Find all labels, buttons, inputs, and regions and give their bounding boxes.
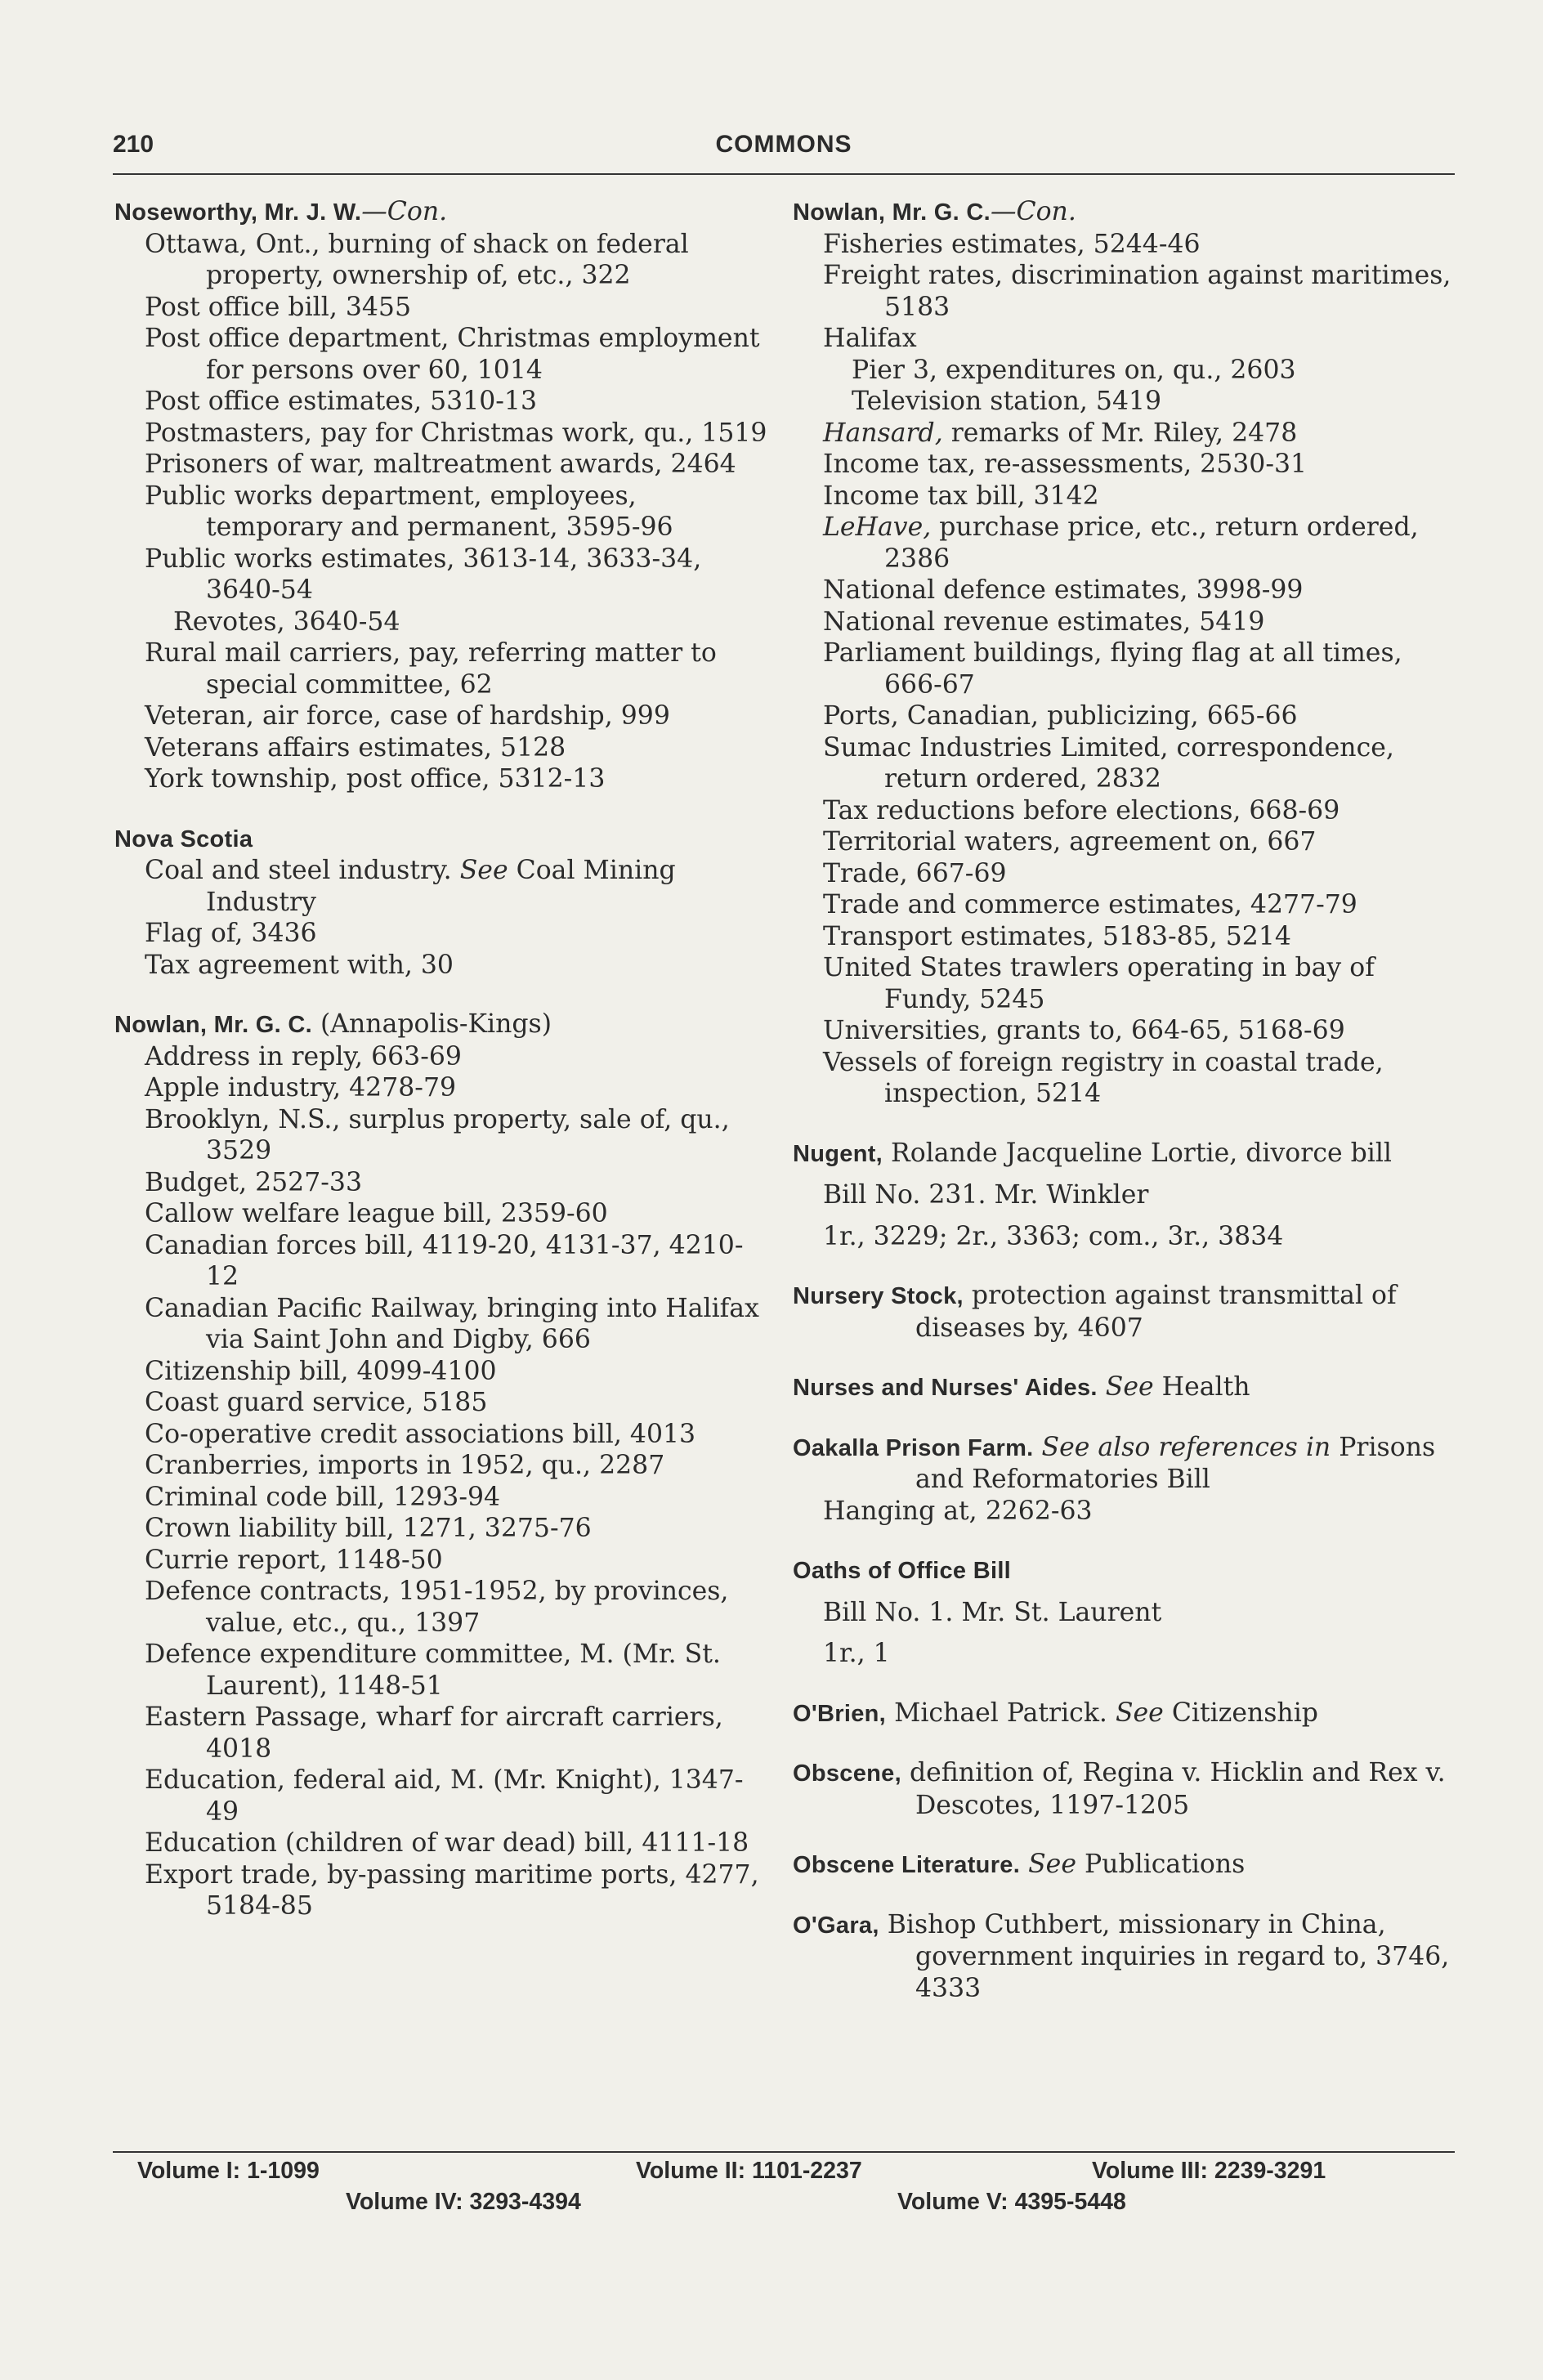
index-subentry: Budget, 2527-33: [145, 1167, 362, 1197]
index-subentry: Rural mail carriers, pay, referring matter to special committee, 62: [145, 638, 717, 700]
page-header: [113, 131, 1455, 163]
bill-readings: 1r., 3229; 2r., 3363; com., 3r., 3834: [823, 1221, 1284, 1251]
footer-rule: [113, 2151, 1455, 2153]
index-subentry: Eastern Passage, wharf for aircraft carriers, 4018: [145, 1702, 723, 1764]
index-heading-nugent: Nugent, Rolande Jacqueline Lortie, divorce bill: [793, 1138, 1393, 1168]
index-subentry: Sumac Industries Limited, correspondence, return ordered, 2832: [823, 732, 1394, 794]
volume-5-range: Volume V: 4395-5448: [897, 2189, 1126, 2215]
index-subentry: Citizenship bill, 4099-4100: [145, 1356, 497, 1386]
index-subentry: Territorial waters, agreement on, 667: [823, 827, 1317, 857]
index-subentry: Canadian Pacific Railway, bringing into Halifax via Saint John and Digby, 666: [145, 1293, 759, 1354]
index-subentry: Parliament buildings, flying flag at all times, 666-67: [823, 638, 1402, 700]
index-subentry: Halifax: [823, 324, 917, 353]
index-heading-obscene-literature: Obscene Literature. See Publications: [793, 1850, 1246, 1879]
volume-3-range: Volume III: 2239-3291: [1092, 2158, 1326, 2184]
index-subentry: Coast guard service, 5185: [145, 1388, 488, 1417]
index-subentry: Veteran, air force, case of hardship, 999: [145, 701, 670, 731]
volume-footer: [113, 2158, 1455, 2220]
index-subentry: Tax reductions before elections, 668-69: [823, 795, 1340, 825]
index-subentry: Apple industry, 4278-79: [145, 1073, 457, 1103]
bill-number: Bill No. 1. Mr. St. Laurent: [823, 1597, 1162, 1627]
index-subentry: Defence contracts, 1951-1952, by provinces, value, etc., qu., 1397: [145, 1577, 729, 1638]
index-heading-nowlan: Nowlan, Mr. G. C. (Annapolis-Kings): [114, 1009, 552, 1039]
index-subentry: Canadian forces bill, 4119-20, 4131-37, 4210-12: [145, 1230, 744, 1291]
index-subentry: National defence estimates, 3998-99: [823, 575, 1304, 605]
index-heading-nursery-stock: Nursery Stock, protection against transmittal of diseases by, 4607: [793, 1281, 1397, 1343]
index-subentry: Education, federal aid, M. (Mr. Knight), 1347-49: [145, 1765, 744, 1827]
index-heading-nova-scotia: Nova Scotia: [114, 825, 253, 852]
index-heading-oakalla: Oakalla Prison Farm. See also references in Prisons and Reformatories Bill: [793, 1432, 1436, 1494]
index-subentry: Hanging at, 2262-63: [823, 1496, 1093, 1526]
index-subentry: Income tax bill, 3142: [823, 481, 1099, 511]
index-heading-oaths: Oaths of Office Bill: [793, 1558, 1012, 1584]
index-heading-obscene: Obscene, definition of, Regina v. Hicklin and Rex v. Descotes, 1197-1205: [793, 1758, 1446, 1820]
index-subentry: Public works estimates, 3613-14, 3633-34, 3640-54: [145, 544, 702, 605]
index-subentry: Trade, 667-69: [823, 858, 1007, 888]
index-subentry: Education (children of war dead) bill, 4111-18: [145, 1828, 749, 1858]
index-heading-ogara: O'Gara, Bishop Cuthbert, missionary in China, government inquiries in regard to, 3746, 4333: [793, 1909, 1450, 2003]
index-subentry: York township, post office, 5312-13: [145, 764, 606, 794]
index-subentry: Callow welfare league bill, 2359-60: [145, 1199, 608, 1228]
right-column: [793, 196, 1455, 2004]
index-heading-nowlan-cont: Nowlan, Mr. G. C.—Con.: [793, 197, 1076, 226]
index-subentry: Postmasters, pay for Christmas work, qu., 1519: [145, 418, 767, 448]
bill-readings: 1r., 1: [823, 1639, 890, 1668]
index-subentry: Cranberries, imports in 1952, qu., 2287: [145, 1451, 665, 1480]
index-subentry: Freight rates, discrimination against maritimes, 5183: [823, 261, 1451, 322]
index-heading-obrien: O'Brien, Michael Patrick. See Citizenship: [793, 1698, 1318, 1728]
index-subentry: Defence expenditure committee, M. (Mr. St. Laurent), 1148-51: [145, 1640, 721, 1701]
index-subentry: Flag of, 3436: [145, 919, 317, 948]
index-subentry: Post office estimates, 5310-13: [145, 387, 538, 416]
index-subentry: Ports, Canadian, publicizing, 665-66: [823, 701, 1298, 731]
left-column: [114, 196, 768, 1922]
page-number: 210: [113, 131, 154, 158]
volume-1-range: Volume I: 1-1099: [137, 2158, 320, 2184]
index-subentry: Trade and commerce estimates, 4277-79: [823, 890, 1357, 919]
index-subentry: Vessels of foreign registry in coastal trade, inspection, 5214: [823, 1047, 1384, 1108]
index-subentry: Export trade, by-passing maritime ports, 4277, 5184-85: [145, 1859, 759, 1921]
index-subentry: Criminal code bill, 1293-94: [145, 1482, 501, 1512]
index-subentry: National revenue estimates, 5419: [823, 606, 1265, 637]
index-subentry: Address in reply, 663-69: [145, 1041, 462, 1071]
index-subentry: Post office department, Christmas employment for persons over 60, 1014: [145, 324, 760, 385]
header-rule: [113, 173, 1455, 175]
index-subentry: Veterans affairs estimates, 5128: [145, 732, 566, 763]
index-heading-noseworthy: Noseworthy, Mr. J. W.—Con.: [114, 197, 448, 226]
index-subentry: Currie report, 1148-50: [145, 1545, 443, 1575]
index-subentry: Tax agreement with, 30: [145, 950, 454, 980]
index-subentry: Hansard, remarks of Mr. Riley, 2478: [823, 418, 1298, 448]
index-subentry: Crown liability bill, 1271, 3275-76: [145, 1514, 592, 1543]
index-subsubentry: Pier 3, expenditures on, qu., 2603: [852, 355, 1296, 385]
index-subentry: Fisheries estimates, 5244-46: [823, 229, 1201, 259]
index-subentry: Public works department, employees, temporary and permanent, 3595-96: [145, 481, 673, 542]
index-subentry: United States trawlers operating in bay of Fundy, 5245: [823, 953, 1375, 1014]
volume-2-range: Volume II: 1101-2237: [636, 2158, 862, 2184]
index-subsubentry: Television station, 5419: [852, 387, 1162, 416]
index-subentry: Co-operative credit associations bill, 4013: [145, 1419, 696, 1449]
page-title: COMMONS: [715, 131, 852, 158]
index-subentry: Coal and steel industry. See Coal Mining Industry: [145, 856, 676, 917]
index-heading-nurses: Nurses and Nurses' Aides. See Health: [793, 1372, 1250, 1402]
index-subentry: Post office bill, 3455: [145, 292, 412, 322]
index-subentry: Universities, grants to, 664-65, 5168-69: [823, 1016, 1345, 1045]
index-subentry: Income tax, re-assessments, 2530-31: [823, 450, 1308, 479]
index-subentry: Prisoners of war, maltreatment awards, 2464: [145, 450, 736, 479]
index-subentry: Brooklyn, N.S., surplus property, sale of, qu., 3529: [145, 1104, 730, 1165]
index-subsubentry: Revotes, 3640-54: [173, 606, 400, 637]
bill-number: Bill No. 231. Mr. Winkler: [823, 1180, 1149, 1210]
index-subentry: Transport estimates, 5183-85, 5214: [823, 921, 1291, 951]
volume-4-range: Volume IV: 3293-4394: [346, 2189, 581, 2215]
index-subentry: LeHave, purchase price, etc., return ordered, 2386: [823, 512, 1419, 574]
index-subentry: Ottawa, Ont., burning of shack on federal property, ownership of, etc., 322: [145, 229, 689, 290]
